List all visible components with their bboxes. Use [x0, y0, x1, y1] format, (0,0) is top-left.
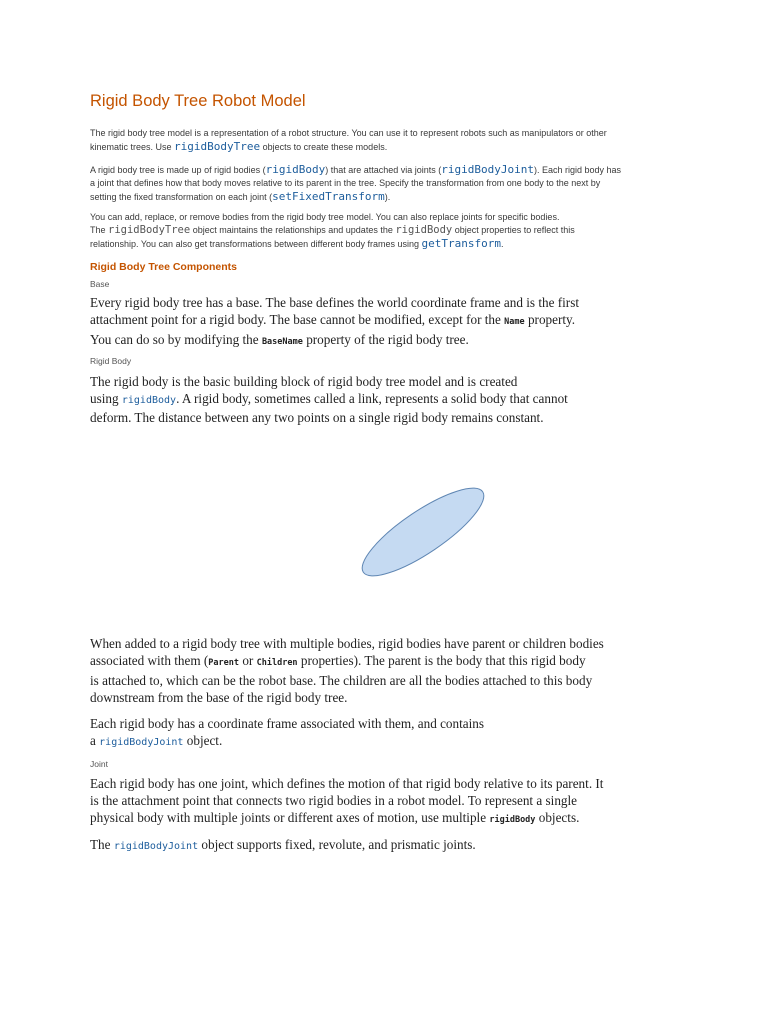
rigidbody-code: rigidBody: [395, 224, 453, 236]
rigid-body-p2-line3: is attached to, which can be the robot base. The children are all the bodies attached to this body: [90, 673, 593, 688]
rigid-body-p3-line1: Each rigid body has a coordinate frame associated with them, and contains: [90, 716, 485, 731]
intro-p3-text: object properties to reflect this: [452, 225, 575, 235]
rigid-body-paragraph-3: [90, 715, 690, 751]
rigidbody-code: rigidBody: [489, 815, 536, 825]
base-text: You can do so by modifying the: [90, 332, 262, 347]
base-line1: Every rigid body tree has a base. The base defines the world coordinate frame and is the first: [90, 295, 579, 310]
rigidbodyjoint-link[interactable]: rigidBodyJoint: [441, 163, 534, 176]
rigid-body-subheading: Rigid Body: [90, 356, 132, 366]
intro-paragraph-2: [90, 163, 680, 204]
base-paragraph: [90, 294, 690, 351]
base-subheading: Base: [90, 279, 110, 289]
name-property-code: Name: [504, 317, 525, 327]
intro-p2-text: A rigid body tree is made up of rigid bodies (: [90, 165, 266, 175]
joint-text: objects.: [535, 810, 580, 825]
setfixedtransform-link[interactable]: setFixedTransform: [272, 190, 385, 203]
joint-line2: is the attachment point that connects two rigid bodies in a robot model. To represent a single: [90, 793, 578, 808]
joint-line1: Each rigid body has one joint, which defines the motion of that rigid body relative to its parent. It: [90, 776, 604, 791]
intro-p1-text: kinematic trees. Use: [90, 142, 175, 152]
rigid-body-p3-text: object.: [183, 733, 223, 748]
intro-p2-line2: a joint that defines how that body moves relative to its parent in the tree. Specify the transformation from one body to the next by: [90, 178, 601, 188]
rigidbody-link[interactable]: rigidBody: [121, 395, 177, 406]
rigid-body-p2-line4: downstream from the base of the rigid body tree.: [90, 690, 348, 705]
intro-p1-text-end: objects to create these models.: [260, 142, 388, 152]
rigidbodyjoint-link[interactable]: rigidBodyJoint: [99, 737, 184, 748]
rigid-body-text: . A rigid body, sometimes called a link, represents a solid body that cannot: [176, 391, 568, 406]
joint-subheading: Joint: [90, 759, 108, 769]
joint-p2-text: The: [90, 837, 114, 852]
intro-paragraph-1: [90, 127, 680, 154]
joint-text: physical body with multiple joints or different axes of motion, use multiple: [90, 810, 490, 825]
children-property-code: Children: [256, 658, 298, 668]
base-text: attachment point for a rigid body. The base cannot be modified, except for the: [90, 312, 505, 327]
intro-p3-line1: You can add, replace, or remove bodies from the rigid body tree model. You can also replace joints for specific bodies.: [90, 212, 560, 222]
rigid-body-line1: The rigid body is the basic building block of rigid body tree model and is created: [90, 374, 518, 389]
rigid-body-p3-text: a: [90, 733, 100, 748]
basename-property-code: BaseName: [261, 337, 303, 347]
intro-p3-text: relationship. You can also get transformations between different body frames using: [90, 239, 422, 249]
intro-p2-text: ) that are attached via joints (: [325, 165, 442, 175]
joint-p2-text: object supports fixed, revolute, and prismatic joints.: [198, 837, 476, 852]
intro-paragraph-3: [90, 211, 680, 251]
intro-p2-text: ).: [384, 192, 391, 202]
intro-p3-text: .: [501, 239, 504, 249]
rigid-body-p2-text: or: [239, 653, 257, 668]
intro-p3-text: The: [90, 225, 109, 235]
intro-p2-text: ). Each rigid body has: [534, 165, 622, 175]
rigid-body-text: using: [90, 391, 122, 406]
rigid-body-p2-line1: When added to a rigid body tree with multiple bodies, rigid bodies have parent or children bodies: [90, 636, 604, 651]
components-heading: Rigid Body Tree Components: [90, 261, 238, 273]
rigid-body-p2-text: properties). The parent is the body that this rigid body: [297, 653, 586, 668]
rigid-body-ellipse: [355, 480, 494, 590]
rigid-body-paragraph-1: [90, 373, 690, 426]
rigid-body-ellipse-diagram: [355, 480, 495, 590]
parent-property-code: Parent: [208, 658, 240, 668]
rigidbody-link[interactable]: rigidBody: [265, 163, 326, 176]
gettransform-link[interactable]: getTransform: [421, 237, 502, 250]
joint-paragraph-1: [90, 775, 690, 829]
intro-p2-text: setting the fixed transformation on each joint (: [90, 192, 273, 202]
page-title: Rigid Body Tree Robot Model: [90, 92, 306, 110]
rigid-body-paragraph-2: [90, 635, 690, 706]
intro-p1-line1: The rigid body tree model is a representation of a robot structure. You can use it to represent robots such as manipulators or other: [90, 128, 607, 138]
base-text: property.: [524, 312, 576, 327]
joint-paragraph-2: [90, 836, 690, 855]
base-text: property of the rigid body tree.: [302, 332, 469, 347]
rigid-body-p2-text: associated with them (: [90, 653, 209, 668]
rigidbodytree-code: rigidBodyTree: [108, 224, 191, 236]
rigidbodytree-link[interactable]: rigidBodyTree: [174, 140, 261, 153]
intro-p3-text: object maintains the relationships and updates the: [190, 225, 396, 235]
rigid-body-line3: deform. The distance between any two points on a single rigid body remains constant.: [90, 410, 544, 425]
rigidbodyjoint-link[interactable]: rigidBodyJoint: [113, 841, 199, 852]
